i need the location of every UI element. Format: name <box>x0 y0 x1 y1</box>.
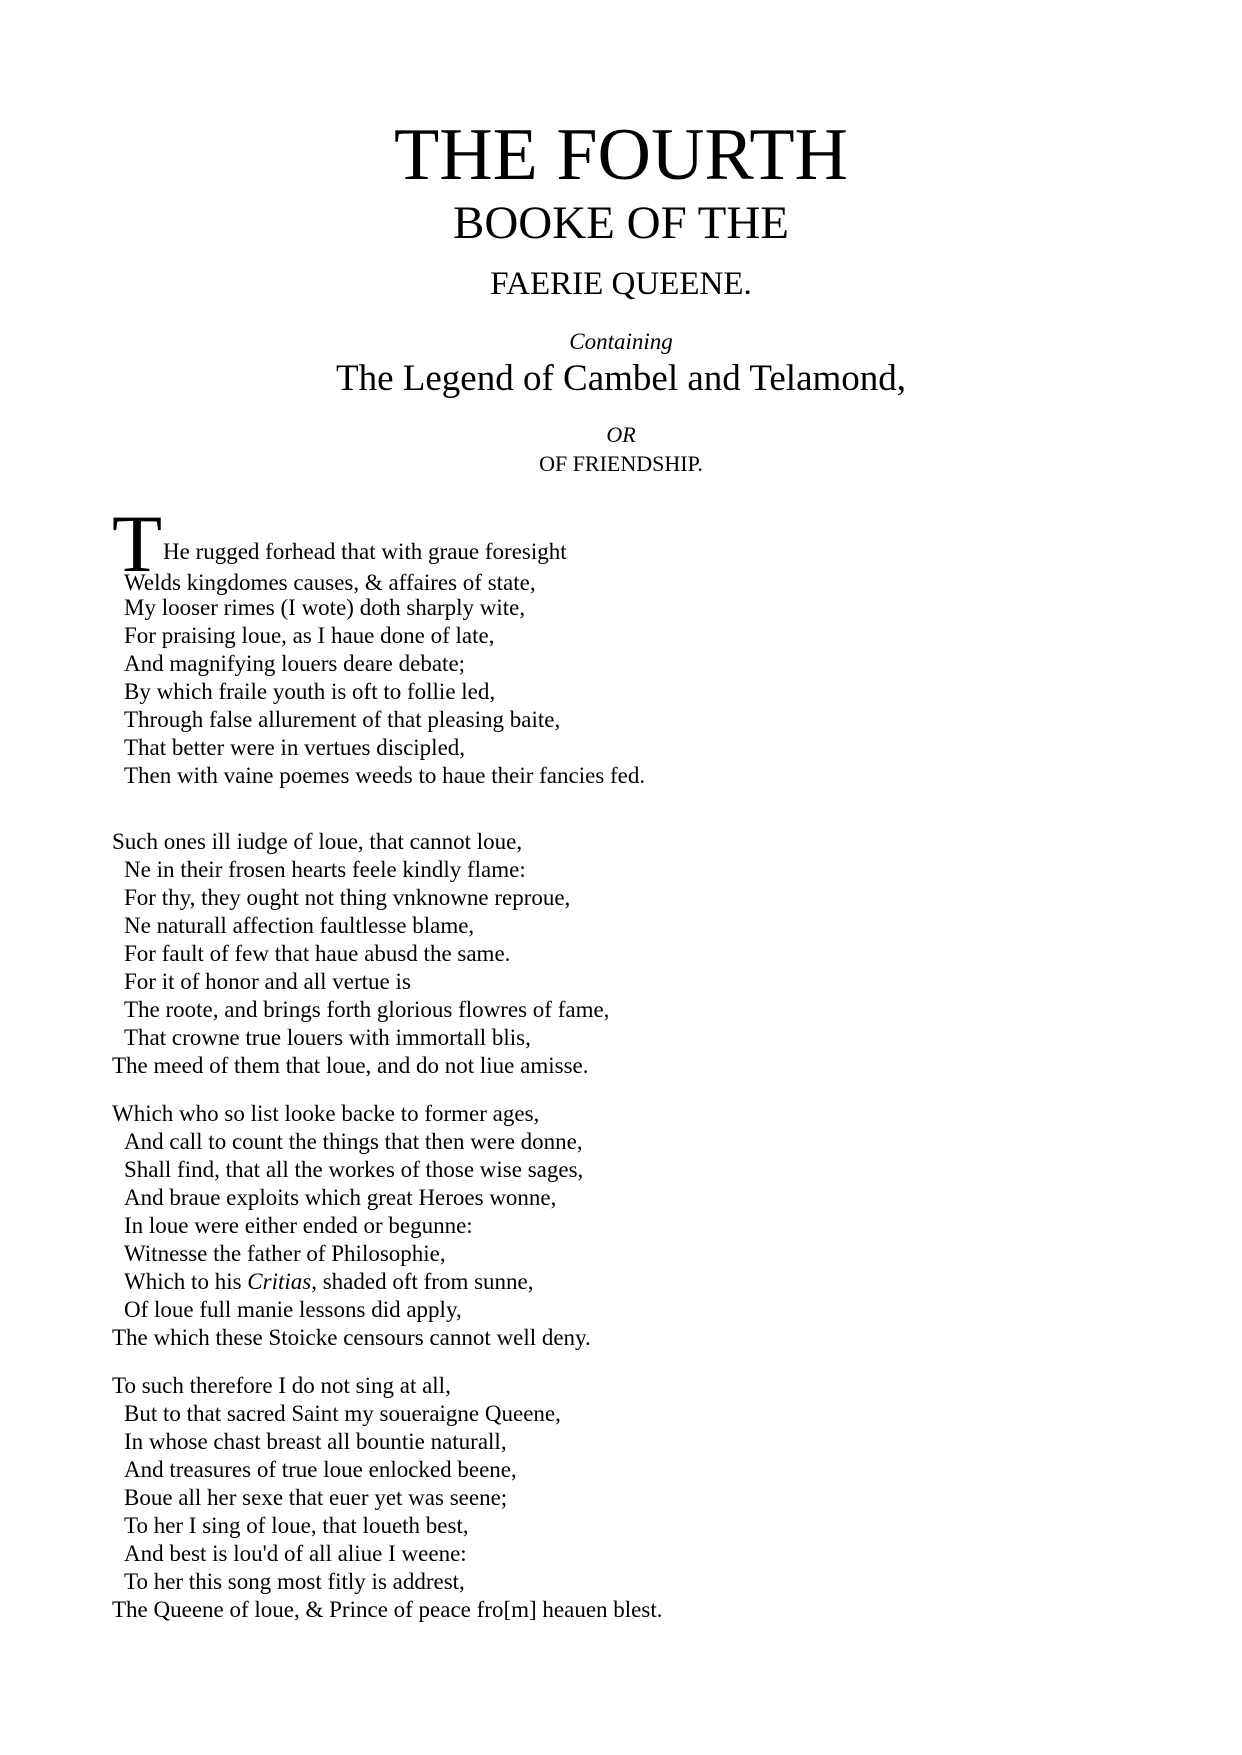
stanza-2-line: The roote, and brings forth glorious flowres of fame, <box>124 997 610 1022</box>
stanza-3-line: The which these Stoicke censours cannot well deny. <box>112 1325 591 1350</box>
subject-title: OF FRIENDSHIP. <box>539 451 703 476</box>
line-text: , shaded oft from sunne, <box>311 1269 534 1294</box>
stanza-3-line: And call to count the things that then were donne, <box>124 1129 583 1154</box>
title-line-1: THE FOURTH <box>394 114 848 196</box>
stanza-2-line: For thy, they ought not thing vnknowne reproue, <box>124 885 571 910</box>
stanza-4-line: The Queene of loue, & Prince of peace fro[m] heauen blest. <box>112 1597 663 1622</box>
stanza-4-line: To her this song most fitly is addrest, <box>124 1569 465 1594</box>
stanza-3-line: Witnesse the father of Philosophie, <box>124 1241 446 1266</box>
stanza-2-line: Ne naturall affection faultlesse blame, <box>124 913 475 938</box>
stanza-2-line: For it of honor and all vertue is <box>124 969 411 994</box>
stanza-1-line: And magnifying louers deare debate; <box>124 651 466 676</box>
stanza-2-line: Such ones ill iudge of loue, that cannot loue, <box>112 829 523 854</box>
stanza-1-line: My looser rimes (I wote) doth sharply wite, <box>124 595 526 620</box>
stanza-4-line: Boue all her sexe that euer yet was seene; <box>124 1485 508 1510</box>
stanza-1-line: By which fraile youth is oft to follie led, <box>124 679 496 704</box>
stanza-1-line: Through false allurement of that pleasing baite, <box>124 707 561 732</box>
stanza-1-line-1: He rugged forhead that with graue foresight <box>163 539 567 564</box>
title-line-2: BOOKE OF THE <box>453 197 789 249</box>
stanza-4-line: But to that sacred Saint my soueraigne Queene, <box>124 1401 561 1426</box>
stanza-4-line: In whose chast breast all bountie naturall, <box>124 1429 507 1454</box>
stanza-3-line: Which who so list looke backe to former ages, <box>112 1101 540 1126</box>
stanza-2-line: That crowne true louers with immortall blis, <box>124 1025 531 1050</box>
stanza-1-line: That better were in vertues discipled, <box>124 735 466 760</box>
stanza-4-line: And best is lou'd of all aliue I weene: <box>124 1541 467 1566</box>
stanza-2-line: The meed of them that loue, and do not liue amisse. <box>112 1053 589 1078</box>
stanza-3-line: And braue exploits which great Heroes wonne, <box>124 1185 557 1210</box>
stanza-4-line: To her I sing of loue, that loueth best, <box>124 1513 469 1538</box>
stanza-4-line: And treasures of true loue enlocked beene, <box>124 1457 517 1482</box>
stanza-2-line: Ne in their frosen hearts feele kindly flame: <box>124 857 526 882</box>
containing-label: Containing <box>569 329 673 354</box>
stanza-4-line: To such therefore I do not sing at all, <box>112 1373 451 1398</box>
stanza-1-line: Welds kingdomes causes, & affaires of state, <box>124 570 536 595</box>
stanza-3-line <box>124 1268 534 1296</box>
stanza-3-line: Shall find, that all the workes of those wise sages, <box>124 1157 584 1182</box>
drop-cap: T <box>112 498 163 589</box>
or-label: OR <box>606 422 636 447</box>
stanza-3-line: In loue were either ended or begunne: <box>124 1213 473 1238</box>
legend-title: The Legend of Cambel and Telamond, <box>335 358 907 399</box>
stanza-2-line: For fault of few that haue abusd the same. <box>124 941 511 966</box>
stanza-1-line: Then with vaine poemes weeds to haue their fancies fed. <box>124 763 646 788</box>
stanza-1-line: For praising loue, as I haue done of late, <box>124 623 495 648</box>
line-text: Which to his <box>124 1269 248 1294</box>
italic-name: Critias <box>247 1269 312 1294</box>
title-line-3: FAERIE QUEENE. <box>490 266 752 302</box>
stanza-3-line: Of loue full manie lessons did apply, <box>124 1297 462 1322</box>
